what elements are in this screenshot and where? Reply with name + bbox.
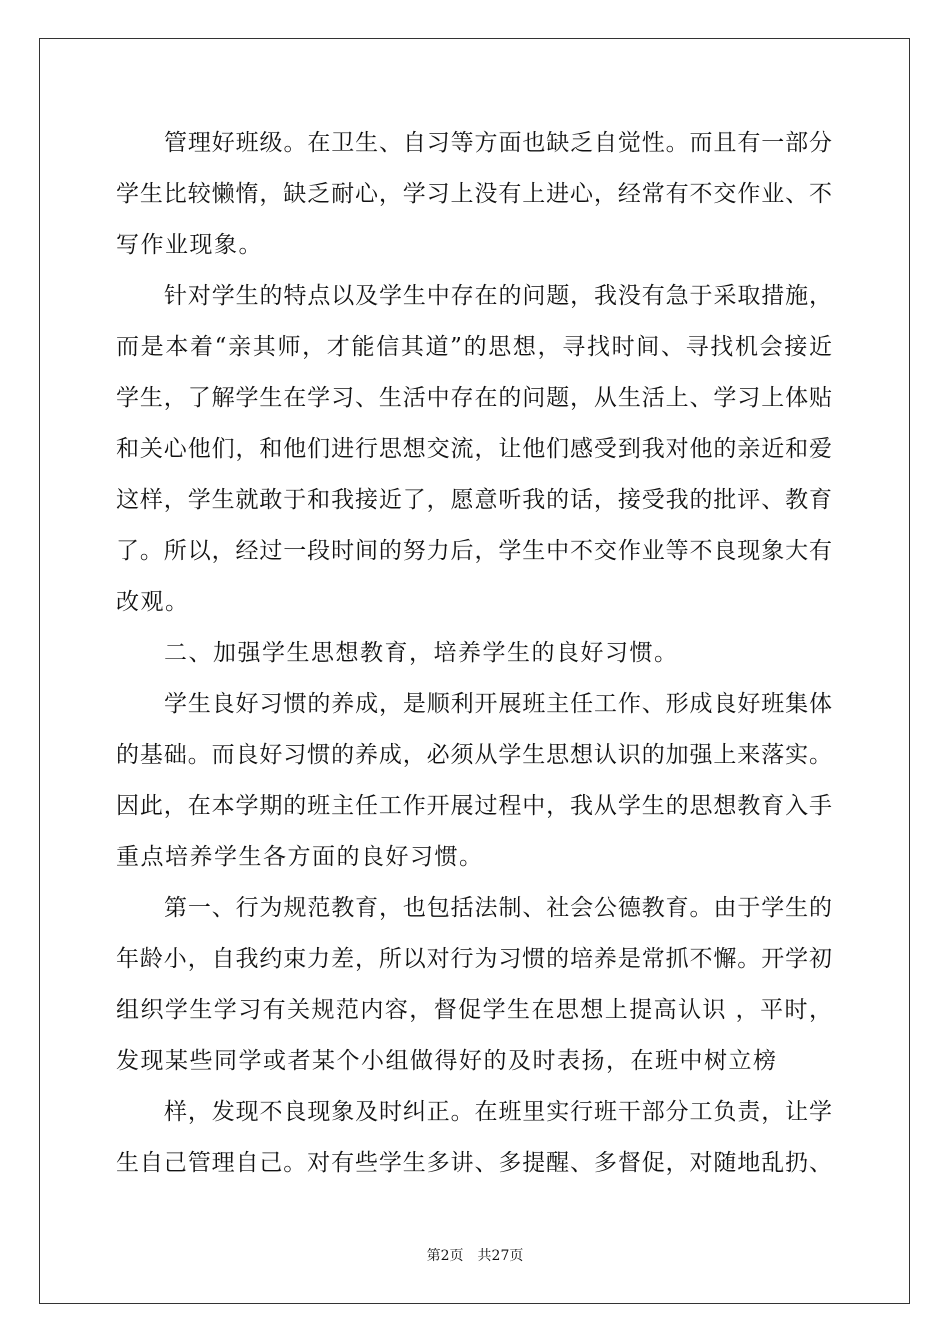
text-line: 因此，在本学期的班主任工作开展过程中，我从学生的思想教育入手: [116, 793, 832, 819]
text-line: 组织学生学习有关规范内容，督促学生在思想上提高认识 ，平时，: [116, 997, 832, 1023]
text-line: 学生良好习惯的养成，是顺利开展班主任工作、形成良好班集体: [164, 691, 832, 717]
text-line: 针对学生的特点以及学生中存在的问题，我没有急于采取措施，: [164, 283, 832, 309]
text-line: 第一、行为规范教育，也包括法制、社会公德教育。由于学生的: [164, 895, 832, 921]
text-line: 管理好班级。在卫生、自习等方面也缺乏自觉性。而且有一部分: [164, 130, 832, 156]
text-line: 重点培养学生各方面的良好习惯。: [116, 844, 484, 870]
text-line: 这样，学生就敢于和我接近了，愿意听我的话，接受我的批评、教育: [116, 487, 832, 513]
text-line: 的基础。而良好习惯的养成，必须从学生思想认识的加强上来落实。: [116, 742, 832, 768]
text-line: 而是本着“亲其师，才能信其道”的思想，寻找时间、寻找机会接近: [116, 334, 832, 360]
text-line: 年龄小，自我约束力差，所以对行为习惯的培养是常抓不懈。开学初: [116, 946, 832, 972]
text-line: 生自己管理自己。对有些学生多讲、多提醒、多督促，对随地乱扔、: [116, 1150, 832, 1176]
text-line: 和关心他们，和他们进行思想交流，让他们感受到我对他的亲近和爱: [116, 436, 832, 462]
text-line: 了。所以，经过一段时间的努力后，学生中不交作业等不良现象大有: [116, 538, 832, 564]
section-heading: 二、加强学生思想教育，培养学生的良好习惯。: [164, 640, 679, 666]
text-line: 发现某些同学或者某个小组做得好的及时表扬，在班中树立榜: [116, 1048, 778, 1074]
text-line: 学生比较懒惰，缺乏耐心，学习上没有上进心，经常有不交作业、不: [116, 181, 832, 207]
text-line: 写作业现象。: [116, 232, 263, 258]
page-number-footer: 第2页 共27页: [426, 1248, 524, 1264]
text-line: 改观。: [116, 589, 190, 615]
text-line: 学生，了解学生在学习、生活中存在的问题，从生活上、学习上体贴: [116, 385, 832, 411]
text-line: 样，发现不良现象及时纠正。在班里实行班干部分工负责，让学: [164, 1099, 832, 1125]
